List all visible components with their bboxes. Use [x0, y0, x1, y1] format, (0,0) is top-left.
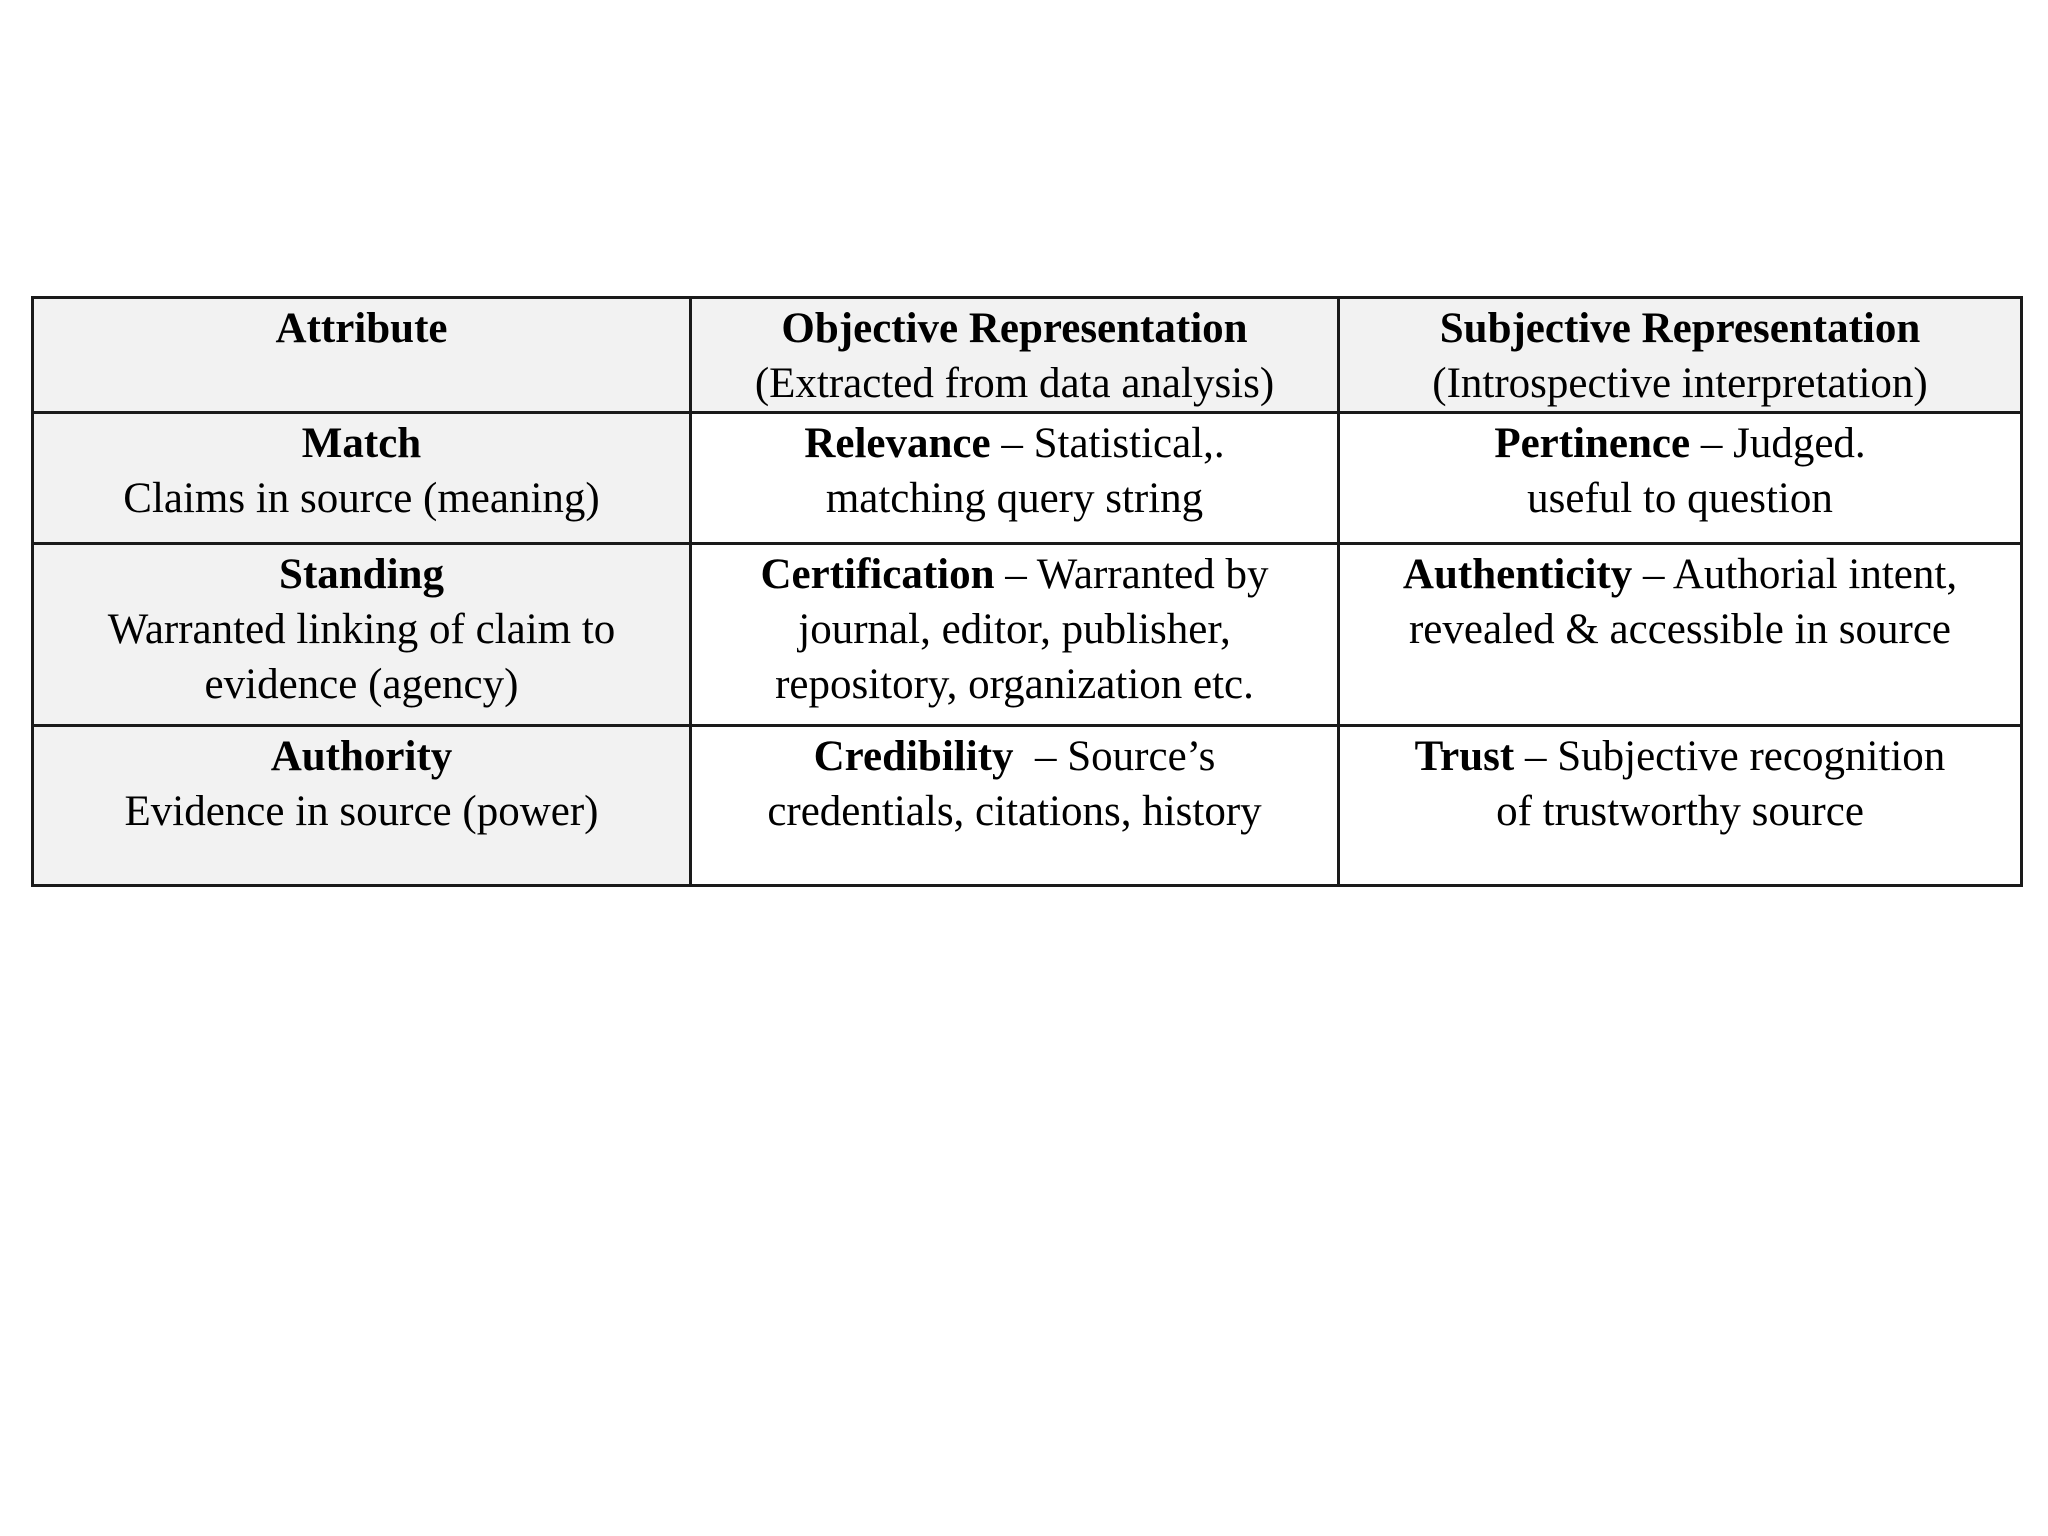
header-attribute	[33, 298, 691, 413]
table-header-row	[33, 298, 2022, 413]
attribute-term: Authority	[270, 733, 453, 780]
subjective-rest: – Authorial intent,	[1632, 551, 1958, 598]
subjective-first-line	[1348, 547, 2012, 602]
objective-rest: – Warranted by	[994, 551, 1269, 598]
objective-first-line	[700, 416, 1329, 471]
cell-attribute-match	[33, 413, 691, 544]
subjective-line: useful to question	[1527, 475, 1833, 522]
objective-first-line	[700, 729, 1329, 784]
attribute-desc: Claims in source (meaning)	[123, 475, 600, 522]
subjective-first-line	[1348, 416, 2012, 471]
subjective-term: Trust	[1414, 733, 1515, 780]
subjective-rest: – Judged.	[1690, 420, 1866, 467]
objective-line: journal, editor, publisher,	[798, 606, 1231, 653]
objective-term: Relevance	[804, 420, 991, 467]
header-subjective	[1339, 298, 2022, 413]
attribute-desc: evidence (agency)	[204, 661, 519, 708]
objective-rest: – Statistical,.	[990, 420, 1225, 467]
cell-attribute-standing	[33, 544, 691, 726]
attribute-table	[31, 296, 2023, 887]
table-row-standing	[33, 544, 2022, 726]
subjective-line: revealed & accessible in source	[1408, 606, 1951, 653]
cell-subjective-pertinence	[1339, 413, 2022, 544]
objective-line: repository, organization etc.	[775, 661, 1254, 708]
header-objective	[691, 298, 1339, 413]
objective-line: matching query string	[825, 475, 1204, 522]
objective-first-line	[700, 547, 1329, 602]
header-objective-title: Objective Representation	[781, 305, 1248, 352]
subjective-term: Authenticity	[1402, 551, 1633, 598]
cell-objective-credibility	[691, 726, 1339, 886]
table-row-match	[33, 413, 2022, 544]
cell-subjective-authenticity	[1339, 544, 2022, 726]
objective-line: credentials, citations, history	[767, 788, 1262, 835]
subjective-line: of trustworthy source	[1496, 788, 1864, 835]
attribute-desc: Evidence in source (power)	[124, 788, 599, 835]
subjective-rest: – Subjective recognition	[1514, 733, 1946, 780]
cell-objective-certification	[691, 544, 1339, 726]
attribute-desc: Warranted linking of claim to	[107, 606, 616, 653]
table-row-authority	[33, 726, 2022, 886]
cell-attribute-authority	[33, 726, 691, 886]
objective-term: Credibility	[813, 733, 1014, 780]
header-subjective-subtitle: (Introspective interpretation)	[1432, 360, 1928, 407]
header-objective-subtitle: (Extracted from data analysis)	[754, 360, 1275, 407]
subjective-first-line	[1348, 729, 2012, 784]
cell-objective-relevance	[691, 413, 1339, 544]
subjective-term: Pertinence	[1494, 420, 1691, 467]
header-attribute-title: Attribute	[275, 305, 448, 352]
cell-subjective-trust	[1339, 726, 2022, 886]
attribute-term: Standing	[279, 551, 444, 598]
objective-rest: – Source’s	[1013, 733, 1216, 780]
attribute-term: Match	[301, 420, 422, 467]
header-subjective-title: Subjective Representation	[1439, 305, 1921, 352]
objective-term: Certification	[760, 551, 995, 598]
